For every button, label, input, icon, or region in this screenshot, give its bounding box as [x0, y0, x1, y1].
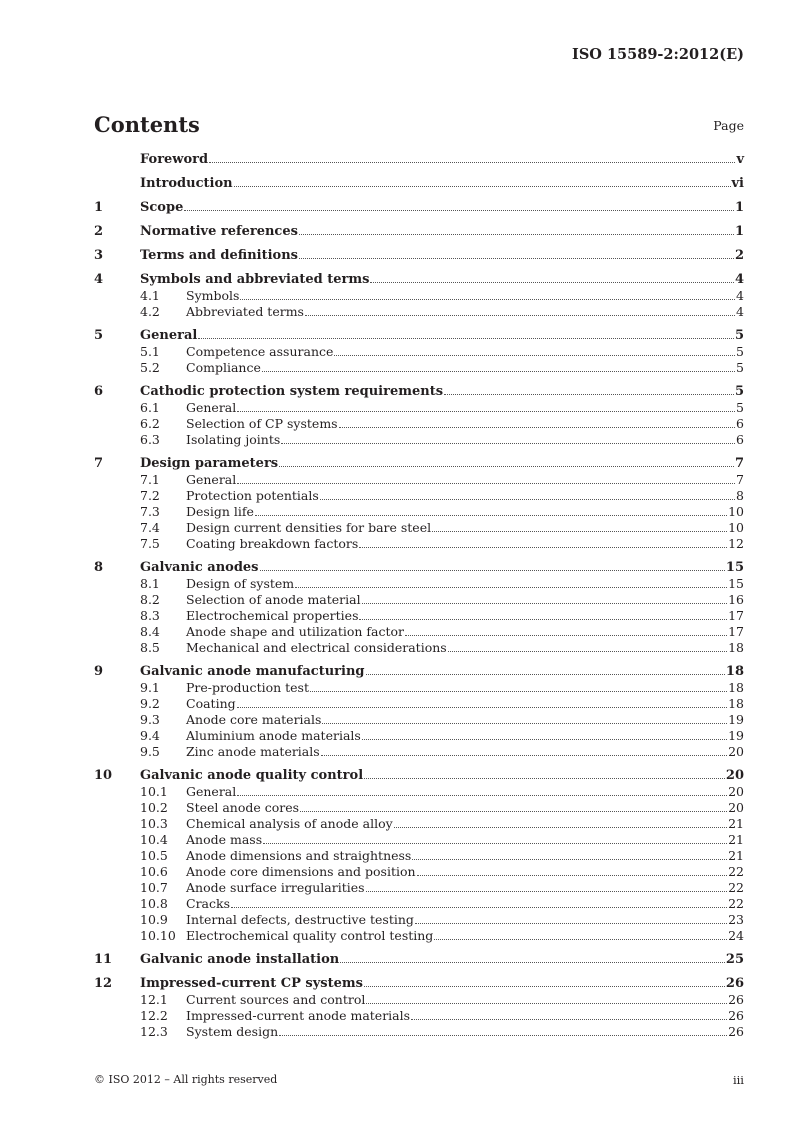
toc-entry-clause[interactable]: [94, 976, 744, 992]
toc-entry-title: Galvanic anode manufacturing: [140, 664, 365, 679]
toc-entry-page: 4: [736, 304, 744, 319]
toc-entry-page: 5: [734, 328, 744, 343]
toc-entry-subclause[interactable]: [94, 504, 744, 520]
toc-entry-subclause[interactable]: [94, 608, 744, 624]
dot-leader: [237, 411, 735, 412]
toc-entry-number: 10.4: [140, 832, 168, 847]
toc-entry-title: Design of system: [186, 576, 295, 591]
toc-entry-subclause[interactable]: [94, 712, 744, 728]
toc-entry-subclause[interactable]: [94, 1024, 744, 1040]
dot-leader: [364, 778, 725, 779]
dot-leader: [299, 234, 734, 235]
toc-entry-page: 17: [728, 608, 744, 623]
dot-leader: [237, 483, 735, 484]
toc-entry-title: Electrochemical quality control testing: [186, 928, 434, 943]
toc-entry-number: 11: [94, 952, 113, 967]
toc-entry-title: Design current densities for bare steel: [186, 520, 432, 535]
toc-entry-number: 8.5: [140, 640, 160, 655]
dot-leader: [364, 986, 725, 987]
toc-entry-number: 4.2: [140, 304, 160, 319]
toc-entry-number: 10.10: [140, 928, 176, 943]
toc-entry-number: 6.3: [140, 432, 160, 447]
toc-entry-number: 8.3: [140, 608, 160, 623]
toc-entry-subclause[interactable]: [94, 912, 744, 928]
toc-entry-subclause[interactable]: [94, 288, 744, 304]
toc-entry-subclause[interactable]: [94, 848, 744, 864]
toc-entry-number: 4.1: [140, 288, 160, 303]
toc-entry-title: Pre-production test: [186, 680, 309, 695]
toc-entry-title: General: [186, 784, 237, 799]
toc-entry-page: 10: [728, 504, 744, 519]
toc-entry-clause[interactable]: [94, 152, 744, 168]
toc-entry-page: 12: [728, 536, 744, 551]
dot-leader: [255, 515, 727, 516]
page-number: iii: [732, 1073, 744, 1087]
toc-entry-title: Symbols and abbreviated terms: [140, 272, 370, 287]
dot-leader: [334, 355, 735, 356]
dot-leader: [300, 811, 727, 812]
toc-entry-page: 2: [734, 248, 744, 263]
toc-entry-title: Anode shape and utilization factor: [186, 624, 405, 639]
dot-leader: [295, 587, 727, 588]
toc-entry-subclause[interactable]: [94, 344, 744, 360]
dot-leader: [310, 691, 727, 692]
dot-leader: [415, 923, 727, 924]
toc-entry-title: General: [140, 328, 198, 343]
toc-entry-clause[interactable]: [94, 272, 744, 288]
toc-entry-number: 4: [94, 272, 104, 287]
toc-entry-subclause[interactable]: [94, 416, 744, 432]
toc-entry-title: Galvanic anode installation: [140, 952, 340, 967]
dot-leader: [237, 795, 727, 796]
toc-entry-subclause[interactable]: [94, 896, 744, 912]
toc-entry-subclause[interactable]: [94, 744, 744, 760]
toc-entry-subclause[interactable]: [94, 680, 744, 696]
toc-entry-page: 21: [728, 832, 744, 847]
toc-entry-number: 10: [94, 768, 113, 783]
toc-entry-page: 22: [728, 864, 744, 879]
toc-entry-number: 10.1: [140, 784, 168, 799]
toc-entry-number: 5.2: [140, 360, 160, 375]
toc-entry-title: Terms and definitions: [140, 248, 298, 263]
toc-entry-subclause[interactable]: [94, 784, 744, 800]
toc-entry-title: Anode surface irregularities: [186, 880, 365, 895]
dot-leader: [234, 186, 731, 187]
toc-entry-clause[interactable]: [94, 560, 744, 576]
toc-entry-number: 8.1: [140, 576, 160, 591]
toc-entry-number: 10.7: [140, 880, 168, 895]
toc-entry-page: 15: [725, 560, 744, 575]
dot-leader: [339, 427, 735, 428]
toc-entry-subclause[interactable]: [94, 696, 744, 712]
dot-leader: [362, 739, 727, 740]
toc-entry-clause[interactable]: [94, 248, 744, 264]
toc-entry-number: 9.2: [140, 696, 160, 711]
toc-entry-title: Zinc anode materials: [186, 744, 320, 759]
toc-entry-number: 12.3: [140, 1024, 168, 1039]
toc-entry-page: 23: [728, 912, 744, 927]
toc-entry-subclause[interactable]: [94, 576, 744, 592]
toc-entry-clause[interactable]: [94, 952, 744, 968]
toc-entry-number: 10.6: [140, 864, 168, 879]
toc-entry-subclause[interactable]: [94, 624, 744, 640]
toc-entry-page: 26: [728, 992, 744, 1007]
toc-entry-title: Cracks: [186, 896, 230, 911]
toc-entry-number: 6: [94, 384, 104, 399]
toc-entry-title: Galvanic anodes: [140, 560, 259, 575]
toc-entry-title: General: [186, 472, 237, 487]
dot-leader: [359, 547, 727, 548]
toc-entry-number: 3: [94, 248, 104, 263]
toc-entry-subclause[interactable]: [94, 360, 744, 376]
toc-entry-number: 1: [94, 200, 104, 215]
dot-leader: [340, 962, 725, 963]
dot-leader: [366, 1003, 727, 1004]
dot-leader: [237, 707, 727, 708]
toc-entry-subclause[interactable]: [94, 928, 744, 944]
toc-entry-title: Protection potentials: [186, 488, 319, 503]
toc-entry-title: Symbols: [186, 288, 240, 303]
toc-entry-title: Scope: [140, 200, 184, 215]
toc-entry-number: 9.5: [140, 744, 160, 759]
toc-entry-page: v: [736, 152, 744, 167]
toc-entry-subclause[interactable]: [94, 520, 744, 536]
toc-entry-title: Selection of anode material: [186, 592, 361, 607]
toc-entry-number: 10.3: [140, 816, 168, 831]
toc-entry-title: Design parameters: [140, 456, 279, 471]
toc-entry-title: Anode dimensions and straightness: [186, 848, 412, 863]
toc-entry-page: 22: [728, 896, 744, 911]
toc-entry-title: Introduction: [140, 176, 233, 191]
toc-entry-page: 20: [725, 768, 744, 783]
toc-entry-clause[interactable]: [94, 200, 744, 216]
dot-leader: [184, 210, 734, 211]
toc-entry-title: Galvanic anode quality control: [140, 768, 364, 783]
toc-entry-title: Internal defects, destructive testing: [186, 912, 414, 927]
dot-leader: [448, 651, 727, 652]
dot-leader: [412, 859, 727, 860]
toc-entry-number: 9.1: [140, 680, 160, 695]
toc-entry-number: 7.3: [140, 504, 160, 519]
toc-entry-number: 8: [94, 560, 104, 575]
toc-entry-title: System design: [186, 1024, 279, 1039]
toc-entry-page: 18: [728, 680, 744, 695]
toc-entry-number: 9: [94, 664, 104, 679]
toc-entry-title: Normative references: [140, 224, 298, 239]
dot-leader: [362, 603, 727, 604]
toc-entry-page: 19: [728, 712, 744, 727]
toc-entry-number: 7.1: [140, 472, 160, 487]
toc-entry-clause[interactable]: [94, 224, 744, 240]
toc-entry-page: 26: [728, 1024, 744, 1039]
toc-entry-title: Mechanical and electrical considerations: [186, 640, 447, 655]
toc-entry-page: 22: [728, 880, 744, 895]
toc-entry-subclause[interactable]: [94, 728, 744, 744]
dot-leader: [417, 875, 728, 876]
toc-entry-title: Electrochemical properties: [186, 608, 359, 623]
dot-leader: [279, 1035, 727, 1036]
dot-leader: [359, 619, 727, 620]
toc-entry-number: 9.3: [140, 712, 160, 727]
dot-leader: [260, 570, 725, 571]
dot-leader: [366, 674, 725, 675]
toc-entry-title: Foreword: [140, 152, 209, 167]
toc-entry-page: 1: [734, 200, 744, 215]
toc-entry-page: 1: [734, 224, 744, 239]
toc-entry-page: 19: [728, 728, 744, 743]
toc-entry-title: General: [186, 400, 237, 415]
toc-entry-page: 24: [728, 928, 744, 943]
toc-entry-subclause[interactable]: [94, 472, 744, 488]
toc-entry-page: 21: [728, 848, 744, 863]
toc-entry-subclause[interactable]: [94, 640, 744, 656]
toc-entry-page: 5: [736, 344, 744, 359]
toc-entry-number: 12.2: [140, 1008, 168, 1023]
dot-leader: [231, 907, 727, 908]
toc-entry-number: 9.4: [140, 728, 160, 743]
toc-entry-subclause[interactable]: [94, 536, 744, 552]
toc-entry-number: 7: [94, 456, 104, 471]
toc-entry-number: 10.9: [140, 912, 168, 927]
page-title: Contents: [94, 112, 200, 137]
toc-entry-page: 8: [736, 488, 744, 503]
toc-entry-title: Current sources and control: [186, 992, 366, 1007]
dot-leader: [281, 443, 735, 444]
dot-leader: [321, 755, 727, 756]
toc-entry-page: 25: [725, 952, 744, 967]
toc-entry-subclause[interactable]: [94, 488, 744, 504]
toc-entry-number: 12: [94, 976, 113, 991]
toc-entry-title: Anode core materials: [186, 712, 322, 727]
toc-entry-page: 20: [728, 800, 744, 815]
toc-entry-number: 10.5: [140, 848, 168, 863]
toc-entry-subclause[interactable]: [94, 992, 744, 1008]
dot-leader: [305, 315, 735, 316]
dot-leader: [366, 891, 728, 892]
toc-entry-page: 20: [728, 784, 744, 799]
dot-leader: [279, 466, 734, 467]
table-of-contents: [94, 152, 744, 1040]
toc-entry-page: 4: [734, 272, 744, 287]
toc-entry-title: Competence assurance: [186, 344, 334, 359]
toc-entry-page: vi: [731, 176, 744, 191]
toc-entry-page: 5: [734, 384, 744, 399]
toc-entry-number: 10.8: [140, 896, 168, 911]
toc-entry-title: Anode core dimensions and position: [186, 864, 416, 879]
dot-leader: [411, 1019, 727, 1020]
dot-leader: [434, 939, 727, 940]
toc-entry-subclause[interactable]: [94, 832, 744, 848]
toc-entry-page: 26: [728, 1008, 744, 1023]
toc-entry-page: 21: [728, 816, 744, 831]
toc-entry-page: 5: [736, 400, 744, 415]
dot-leader: [263, 843, 727, 844]
toc-entry-number: 10.2: [140, 800, 168, 815]
toc-entry-page: 6: [736, 416, 744, 431]
toc-entry-clause[interactable]: [94, 176, 744, 192]
dot-leader: [394, 827, 727, 828]
toc-entry-number: 5.1: [140, 344, 160, 359]
toc-entry-clause[interactable]: [94, 328, 744, 344]
toc-entry-number: 7.5: [140, 536, 160, 551]
toc-entry-page: 20: [728, 744, 744, 759]
toc-entry-number: 7.4: [140, 520, 160, 535]
dot-leader: [444, 394, 734, 395]
toc-entry-title: Impressed-current anode materials: [186, 1008, 411, 1023]
dot-leader: [432, 531, 727, 532]
toc-entry-subclause[interactable]: [94, 432, 744, 448]
toc-entry-subclause[interactable]: [94, 400, 744, 416]
toc-entry-page: 17: [728, 624, 744, 639]
toc-entry-page: 18: [725, 664, 744, 679]
toc-entry-clause[interactable]: [94, 768, 744, 784]
toc-entry-clause[interactable]: [94, 384, 744, 400]
dot-leader: [405, 635, 727, 636]
toc-entry-title: Coating breakdown factors: [186, 536, 359, 551]
toc-entry-subclause[interactable]: [94, 880, 744, 896]
toc-entry-number: 7.2: [140, 488, 160, 503]
toc-entry-page: 16: [728, 592, 744, 607]
toc-entry-subclause[interactable]: [94, 816, 744, 832]
toc-entry-number: 5: [94, 328, 104, 343]
toc-entry-page: 26: [725, 976, 744, 991]
toc-entry-number: 6.2: [140, 416, 160, 431]
toc-entry-number: 12.1: [140, 992, 168, 1007]
toc-entry-number: 2: [94, 224, 104, 239]
toc-entry-title: Chemical analysis of anode alloy: [186, 816, 393, 831]
toc-entry-page: 18: [728, 640, 744, 655]
toc-entry-page: 5: [736, 360, 744, 375]
toc-entry-title: Compliance: [186, 360, 261, 375]
toc-entry-title: Cathodic protection system requirements: [140, 384, 444, 399]
copyright-footer: © ISO 2012 – All rights reserved: [94, 1073, 278, 1086]
toc-entry-page: 18: [728, 696, 744, 711]
toc-entry-title: Aluminium anode materials: [186, 728, 361, 743]
toc-entry-title: Anode mass: [186, 832, 263, 847]
document-id-header: ISO 15589-2:2012(E): [572, 46, 744, 63]
dot-leader: [322, 723, 727, 724]
toc-entry-page: 7: [734, 456, 744, 471]
dot-leader: [299, 258, 734, 259]
dot-leader: [370, 282, 733, 283]
toc-entry-page: 7: [736, 472, 744, 487]
toc-entry-title: Abbreviated terms: [186, 304, 304, 319]
toc-entry-title: Impressed-current CP systems: [140, 976, 363, 991]
toc-entry-title: Coating: [186, 696, 236, 711]
toc-entry-number: 8.2: [140, 592, 160, 607]
toc-entry-page: 10: [728, 520, 744, 535]
toc-entry-title: Steel anode cores: [186, 800, 300, 815]
dot-leader: [209, 162, 735, 163]
toc-entry-page: 6: [736, 432, 744, 447]
toc-entry-title: Design life: [186, 504, 254, 519]
dot-leader: [198, 338, 734, 339]
toc-entry-subclause[interactable]: [94, 592, 744, 608]
toc-entry-page: 4: [736, 288, 744, 303]
toc-entry-subclause[interactable]: [94, 304, 744, 320]
toc-entry-subclause[interactable]: [94, 864, 744, 880]
toc-entry-number: 8.4: [140, 624, 160, 639]
toc-entry-title: Isolating joints: [186, 432, 281, 447]
toc-entry-clause[interactable]: [94, 664, 744, 680]
toc-entry-page: 15: [728, 576, 744, 591]
dot-leader: [240, 299, 735, 300]
toc-entry-subclause[interactable]: [94, 800, 744, 816]
dot-leader: [320, 499, 735, 500]
toc-entry-subclause[interactable]: [94, 1008, 744, 1024]
toc-entry-clause[interactable]: [94, 456, 744, 472]
page-column-label: Page: [713, 118, 744, 133]
dot-leader: [262, 371, 735, 372]
toc-entry-title: Selection of CP systems: [186, 416, 338, 431]
toc-entry-number: 6.1: [140, 400, 160, 415]
